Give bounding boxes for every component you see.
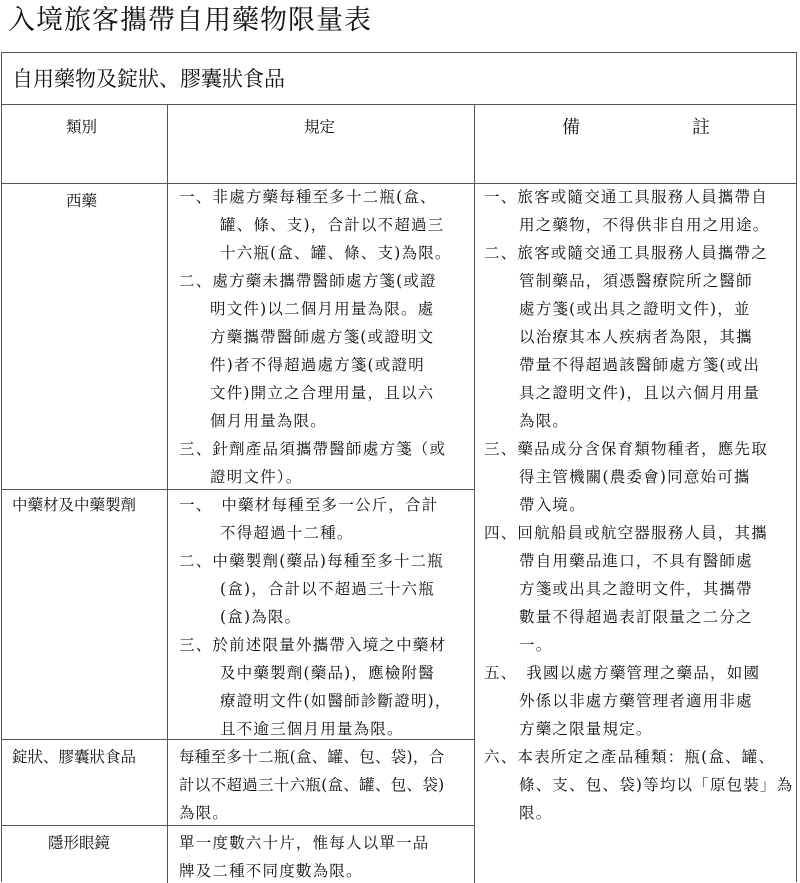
remark-line: 六、本表所定之產品種類：瓶(盒、罐、	[484, 748, 776, 766]
remark-line: 具之證明文件)，且以六個月用量	[519, 384, 761, 402]
remark-line: 管制藥品，須憑醫療院所之醫師	[519, 272, 753, 290]
rule-line: 二、中藥製劑(藥品)每種至多十二瓶	[179, 552, 444, 570]
remark-line: 四、回航船員或航空器服務人員，其攜	[484, 524, 768, 542]
category-western-medicine: 西藥	[66, 192, 98, 210]
rule-line: 二、處方藥未攜帶醫師處方箋(或證	[179, 272, 437, 290]
row-divider-1	[2, 489, 474, 490]
remark-line: 帶自用藥品進口，不具有醫師處	[519, 552, 753, 570]
remark-line: 一。	[519, 636, 553, 654]
col-divider-1	[167, 105, 168, 883]
category-contact-lens: 隱形眼鏡	[48, 834, 111, 852]
rule-line: 不得超過十二種。	[220, 524, 354, 542]
rule-line: 且不逾三個月用量為限。	[220, 720, 404, 738]
remark-line: 得主管機關(農委會)同意始可攜	[519, 468, 751, 486]
rule-line: 一、 中藥材每種至多一公斤，合計	[179, 496, 439, 514]
remark-line: 方箋或出具之證明文件，其攜帶	[519, 580, 753, 598]
rule-line: 計以不超過三十六瓶(盒、罐、包、袋)	[179, 776, 445, 794]
rule-line: 罐、條、支)，合計以不超過三	[220, 216, 445, 234]
header-remark-2: 註	[692, 117, 710, 138]
remark-line: 三、藥品成分含保育類物種者，應先取	[484, 440, 768, 458]
rule-line: 明文件)以二個月用量為限。處	[210, 300, 435, 318]
rule-line: 每種至多十二瓶(盒、罐、包、袋)，合	[179, 748, 445, 766]
category-chinese-medicine: 中藥材及中藥製劑	[12, 496, 137, 514]
rule-line: 方藥攜帶醫師處方箋(或證明文	[210, 328, 435, 346]
remark-line: 用之藥物，不得供非自用之用途。	[519, 216, 770, 234]
section-title: 自用藥物及錠狀、膠囊狀食品	[2, 53, 796, 105]
remark-line: 帶量不得超過該醫師處方箋(或出	[519, 356, 761, 374]
header-rule: 規定	[304, 118, 336, 136]
rule-line: 牌及二種不同度數為限。	[179, 862, 363, 880]
limit-table	[1, 52, 797, 882]
col-divider-2	[474, 105, 475, 883]
rule-line: 證明文件）。	[210, 468, 303, 486]
rule-line: 三、於前述限量外攜帶入境之中藥材	[179, 636, 447, 654]
rule-line: (盒)，合計以不超過三十六瓶	[220, 580, 435, 598]
rule-line: 療證明文件(如醫師診斷證明)，	[220, 692, 452, 710]
remark-line: 方藥之限量規定。	[519, 720, 653, 738]
rule-line: 十六瓶(盒、罐、條、支)為限。	[220, 244, 452, 262]
header-divider	[2, 183, 796, 184]
header-remark-1: 備	[562, 117, 580, 138]
rule-line: 一、非處方藥每種至多十二瓶(盒、	[179, 188, 437, 206]
rule-line: 件)者不得超過處方箋(或證明	[210, 356, 425, 374]
rule-line: 文件)開立之合理用量，且以六	[210, 384, 435, 402]
remark-line: 為限。	[519, 412, 570, 430]
page-title: 入境旅客攜帶自用藥物限量表	[8, 5, 372, 36]
remark-line: 外係以非處方藥管理者適用非處	[519, 692, 753, 710]
rule-line: 三、針劑產品須攜帶醫師處方箋（或	[179, 440, 447, 458]
remark-line: 數量不得超過表訂限量之二分之	[519, 608, 753, 626]
header-category: 類別	[66, 118, 98, 136]
remark-line: 一、旅客或隨交通工具服務人員攜帶自	[484, 188, 768, 206]
remark-line: 限。	[519, 804, 553, 822]
rule-line: (盒)為限。	[220, 608, 302, 626]
remark-line: 五、 我國以處方藥管理之藥品，如國	[484, 664, 761, 682]
row-divider-3	[2, 825, 474, 826]
remark-line: 帶入境。	[519, 496, 586, 514]
rule-line: 單一度數六十片，惟每人以單一品	[179, 834, 430, 852]
remark-line: 二、旅客或隨交通工具服務人員攜帶之	[484, 244, 768, 262]
rule-line: 及中藥製劑(藥品)，應檢附醫	[220, 664, 435, 682]
rule-line: 為限。	[179, 804, 230, 822]
remark-line: 處方箋(或出具之證明文件)，並	[519, 300, 751, 318]
remark-line: 條、支、包、袋)等均以「原包裝」為	[519, 776, 794, 794]
rule-line: 個月用量為限。	[210, 412, 327, 430]
remark-line: 以治療其本人疾病者為限，其攜	[519, 328, 753, 346]
category-tablet-capsule-food: 錠狀、膠囊狀食品	[12, 748, 137, 766]
row-divider-2	[2, 739, 474, 740]
